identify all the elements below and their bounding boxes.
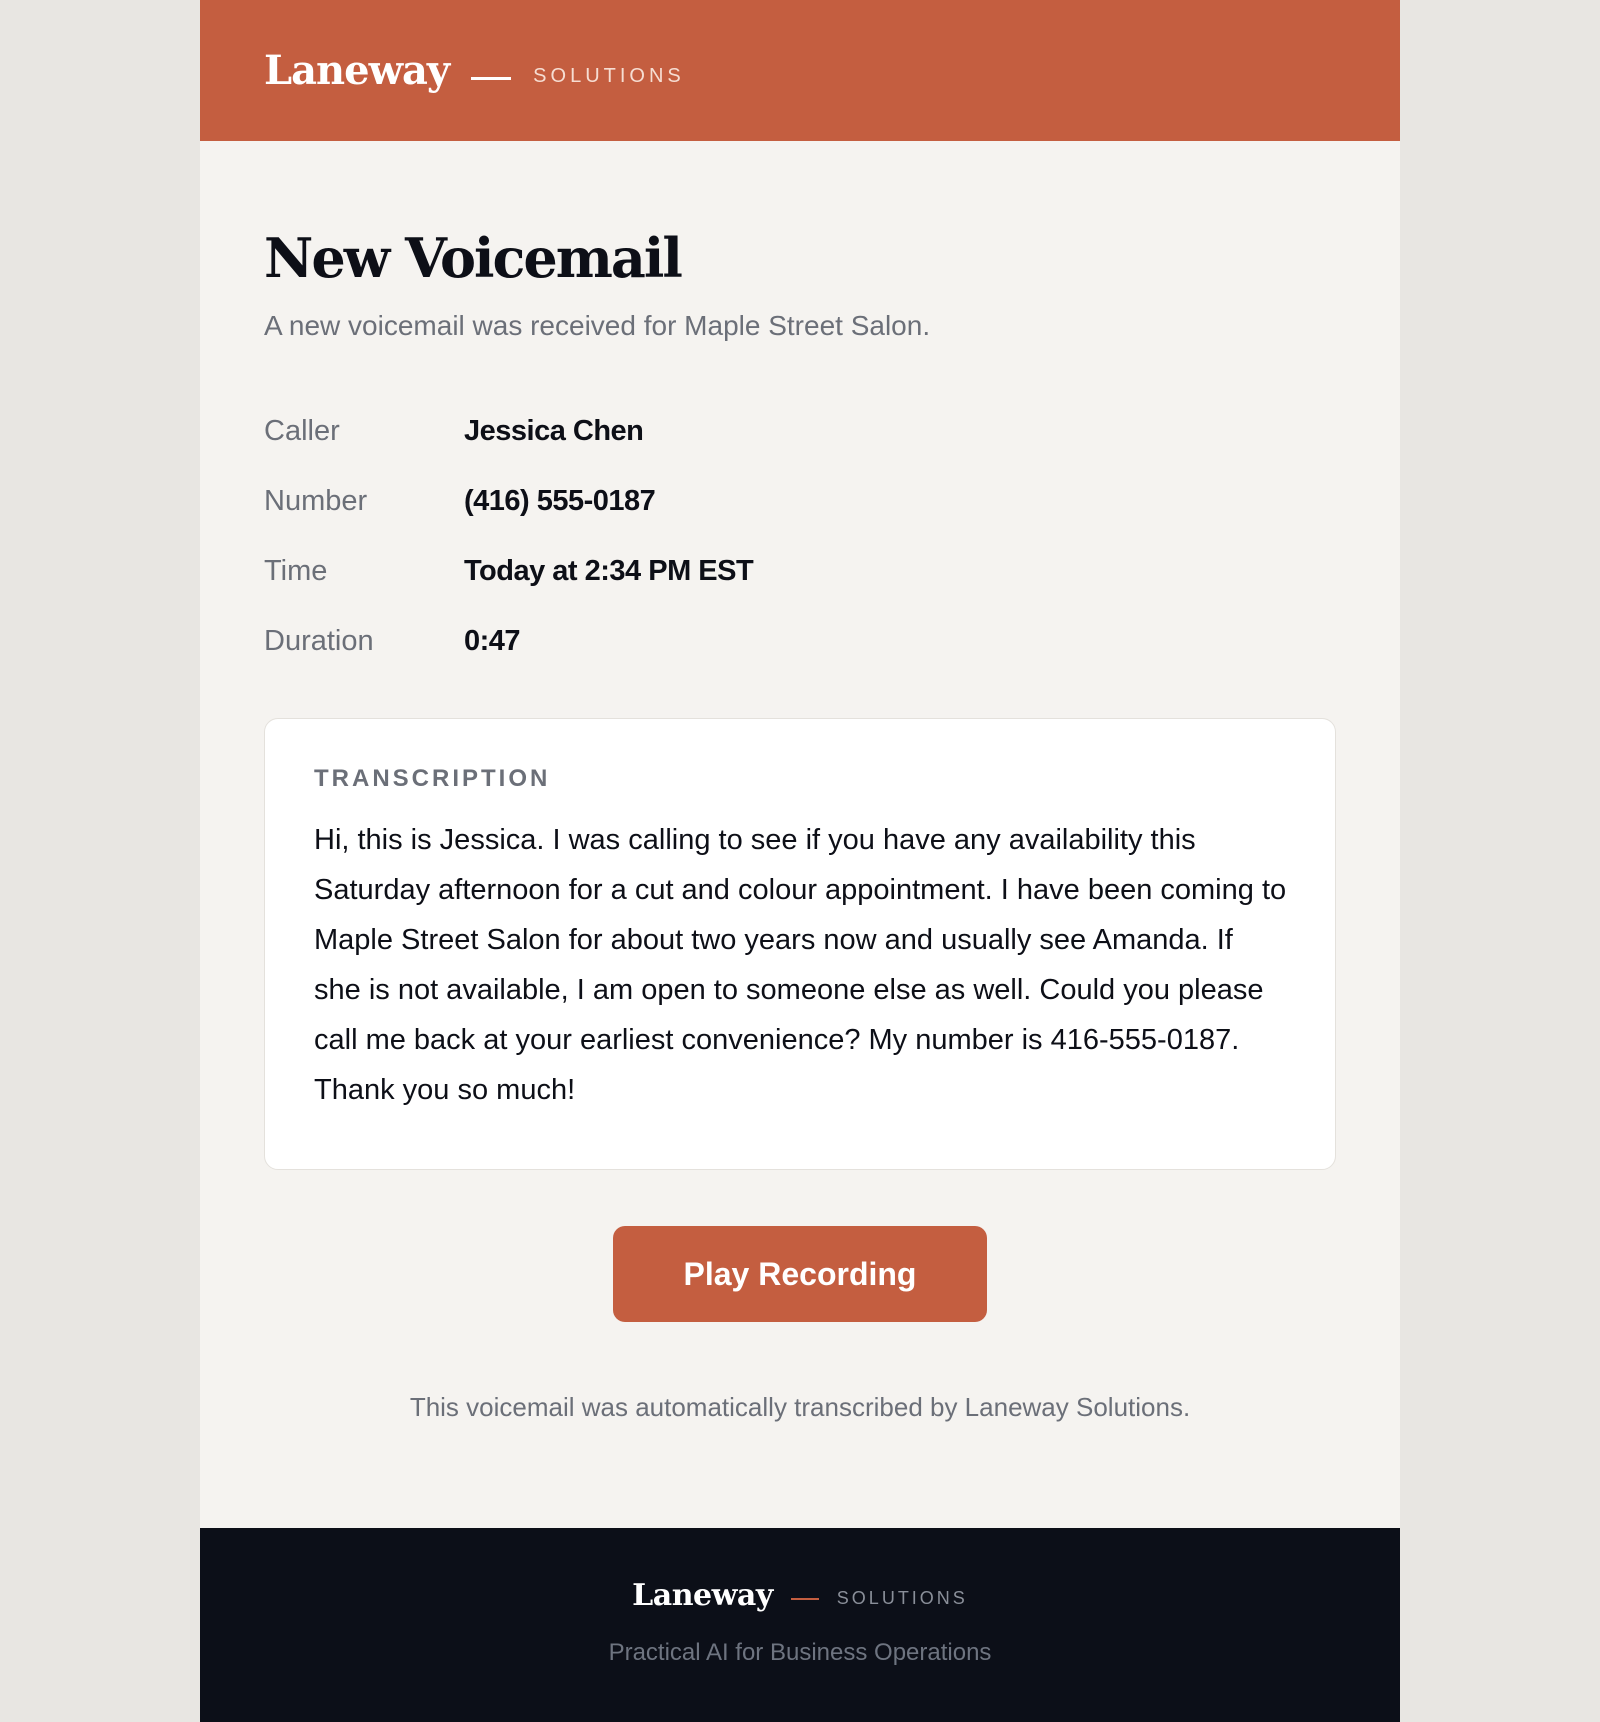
- footer-tagline: Practical AI for Business Operations: [608, 1639, 992, 1666]
- footer-brand-subtitle: SOLUTIONS: [836, 1588, 968, 1608]
- detail-value: (416) 555-0187: [464, 484, 656, 517]
- brand-divider: [471, 77, 511, 80]
- detail-row-number: [264, 466, 1336, 536]
- footer-brand-line: [200, 1578, 1400, 1613]
- detail-label: Time: [264, 554, 328, 587]
- cta-container: [264, 1226, 1336, 1322]
- transcription-note: This voicemail was automatically transcribed by Laneway Solutions.: [409, 1392, 1191, 1423]
- transcription-text: Hi, this is Jessica. I was calling to see if you have any availability this Saturday afternoon for a cut and colour appointment. I have been coming to Maple Street Salon for about two years now and usually see Amanda. If she is not available, I am open to someone else as well. Could you please call me back at your earliest convenience? My number is 416-555-0187. Thank you so much!: [314, 824, 1287, 1107]
- footer-brand-divider: [791, 1598, 819, 1600]
- brand-logo: Laneway: [264, 47, 450, 94]
- detail-label: Duration: [264, 624, 374, 657]
- page-title: New Voicemail: [264, 226, 681, 290]
- email-container: [200, 0, 1400, 1722]
- footer-brand-logo: Laneway: [632, 1578, 773, 1613]
- detail-row-caller: [264, 396, 1336, 466]
- detail-row-duration: [264, 606, 1336, 676]
- transcription-card: [264, 718, 1336, 1170]
- voicemail-details: [264, 396, 1336, 676]
- detail-row-time: [264, 536, 1336, 606]
- detail-value: 0:47: [464, 624, 521, 657]
- brand-subtitle: SOLUTIONS: [533, 65, 685, 87]
- detail-value: Jessica Chen: [464, 414, 644, 447]
- main-content: [200, 141, 1400, 1528]
- detail-label: Number: [264, 484, 368, 517]
- play-recording-button[interactable]: Play Recording: [613, 1226, 987, 1322]
- page-subtitle: A new voicemail was received for Maple Street Salon.: [264, 310, 931, 342]
- detail-label: Caller: [264, 414, 340, 447]
- footer: [200, 1528, 1400, 1722]
- transcription-label: TRANSCRIPTION: [314, 765, 551, 793]
- header-bar: [200, 0, 1400, 141]
- detail-value: Today at 2:34 PM EST: [464, 554, 754, 587]
